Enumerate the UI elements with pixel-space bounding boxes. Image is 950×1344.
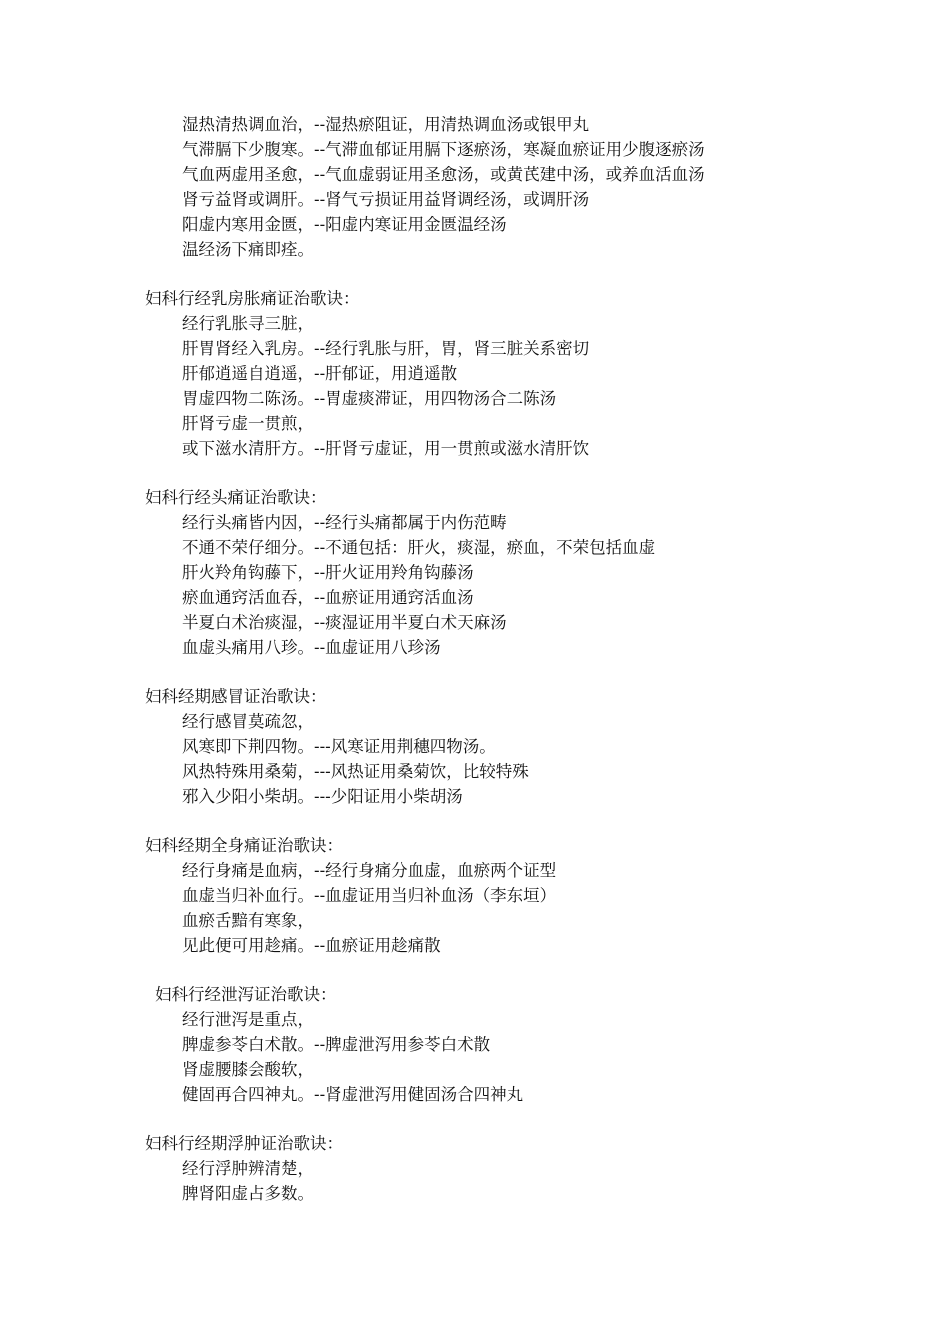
section-body-pain bbox=[0, 833, 950, 958]
verse-line: 经行浮肿辨清楚， bbox=[182, 1159, 314, 1178]
section-heading: 妇科行经泄泻证治歌诀： bbox=[155, 985, 337, 1004]
verse-line: 气血两虚用圣愈，--气血虚弱证用圣愈汤，或黄芪建中汤，或养血活血汤 bbox=[182, 165, 705, 184]
verse-line: 脾虚参苓白术散。--脾虚泄泻用参苓白术散 bbox=[182, 1035, 491, 1054]
verse-line: 阳虚内寒用金匮，--阳虚内寒证用金匮温经汤 bbox=[182, 215, 507, 234]
verse-line: 经行乳胀寻三脏， bbox=[182, 314, 314, 333]
verse-line: 肝火羚角钩藤下，--肝火证用羚角钩藤汤 bbox=[182, 563, 474, 582]
section-common-cold bbox=[0, 684, 950, 809]
verse-line: 瘀血通窍活血吞，--血瘀证用通窍活血汤 bbox=[182, 588, 474, 607]
section-diarrhea bbox=[0, 982, 950, 1107]
verse-line: 血虚头痛用八珍。--血虚证用八珍汤 bbox=[182, 638, 441, 657]
verse-line: 气滞膈下少腹寒。--气滞血郁证用膈下逐瘀汤，寒凝血瘀证用少腹逐瘀汤 bbox=[182, 140, 705, 159]
verse-line: 湿热清热调血治，--湿热瘀阻证，用清热调血汤或银甲丸 bbox=[182, 115, 590, 134]
section-edema bbox=[0, 1131, 950, 1206]
verse-line: 胃虚四物二陈汤。--胃虚痰滞证，用四物汤合二陈汤 bbox=[182, 389, 557, 408]
verse-line: 邪入少阳小柴胡。---少阳证用小柴胡汤 bbox=[182, 787, 463, 806]
verse-line: 肝胃肾经入乳房。--经行乳胀与肝，胃，肾三脏关系密切 bbox=[182, 339, 590, 358]
verse-line: 脾肾阳虚占多数。 bbox=[182, 1184, 314, 1203]
verse-line: 肝郁逍遥自逍遥，--肝郁证，用逍遥散 bbox=[182, 364, 458, 383]
verse-line: 肾亏益肾或调肝。--肾气亏损证用益肾调经汤，或调肝汤 bbox=[182, 190, 590, 209]
section-heading: 妇科经期全身痛证治歌诀： bbox=[145, 836, 343, 855]
section-heading: 妇科经期感冒证治歌诀： bbox=[145, 687, 327, 706]
verse-line: 温经汤下痛即痊。 bbox=[182, 240, 314, 259]
verse-line: 健固再合四神丸。--肾虚泄泻用健固汤合四神丸 bbox=[182, 1085, 524, 1104]
section-breast-distension bbox=[0, 286, 950, 461]
verse-line: 经行感冒莫疏忽， bbox=[182, 712, 314, 731]
section-heading: 妇科行经期浮肿证治歌诀： bbox=[145, 1134, 343, 1153]
section-heading: 妇科行经头痛证治歌诀： bbox=[145, 488, 327, 507]
verse-line: 风寒即下荆四物。---风寒证用荆穗四物汤。 bbox=[182, 737, 496, 756]
verse-line: 肾虚腰膝会酸软， bbox=[182, 1060, 314, 1079]
verse-line: 见此便可用趁痛。--血瘀证用趁痛散 bbox=[182, 936, 441, 955]
verse-line: 风热特殊用桑菊，---风热证用桑菊饮，比较特殊 bbox=[182, 762, 529, 781]
verse-line: 经行泄泻是重点， bbox=[182, 1010, 314, 1029]
verse-line: 经行身痛是血病，--经行身痛分血虚，血瘀两个证型 bbox=[182, 861, 557, 880]
verse-line: 不通不荣仔细分。--不通包括：肝火，痰湿，瘀血，不荣包括血虚 bbox=[182, 538, 656, 557]
verse-line: 半夏白术治痰湿，--痰湿证用半夏白术天麻汤 bbox=[182, 613, 507, 632]
section-headache bbox=[0, 485, 950, 660]
verse-line: 或下滋水清肝方。--肝肾亏虚证，用一贯煎或滋水清肝饮 bbox=[182, 439, 590, 458]
section-heading: 妇科行经乳房胀痛证治歌诀： bbox=[145, 289, 360, 308]
document-body bbox=[0, 112, 950, 1230]
verse-line: 肝肾亏虚一贯煎， bbox=[182, 414, 314, 433]
verse-line: 血虚当归补血行。--血虚证用当归补血汤（李东垣） bbox=[182, 886, 557, 905]
verse-line: 血瘀舌黯有寒象， bbox=[182, 911, 314, 930]
section-dysmenorrhea-continued bbox=[0, 112, 950, 262]
verse-line: 经行头痛皆内因，--经行头痛都属于内伤范畴 bbox=[182, 513, 507, 532]
